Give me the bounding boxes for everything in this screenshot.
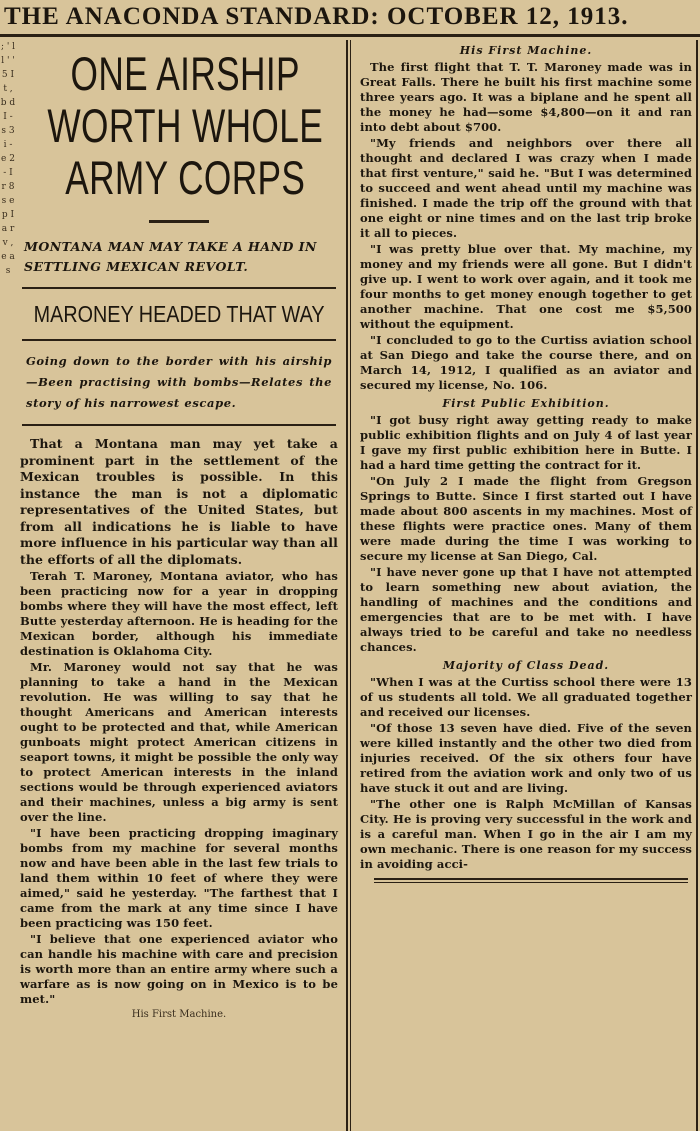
subhead-majority-dead: Majority of Class Dead. (442, 659, 610, 672)
column-divider (346, 40, 348, 1131)
paragraph: "On July 2 I made the flight from Gregson Springs to Butte. Since I first started out I have made about 800 ascents in my machines. Most of these flights were practice ones. Many of them were made during the time I was working to secure my license at San Diego, Cal. (360, 474, 692, 563)
deck-rule (22, 287, 336, 289)
deck-subtitle: MONTANA MAN MAY TAKE A HAND IN SETTLING MEXICAN REVOLT. (24, 239, 317, 274)
deck-rule-2 (22, 339, 336, 341)
right-column (358, 40, 694, 1131)
paragraph: Terah T. Maroney, Montana aviator, who has been practicing now for a year in dropping bombs where they will have the most effect, left Butte yesterday afternoon. He is heading for the Mexican border, although his immediate destination is Oklahoma City. (20, 569, 338, 658)
cut-line: His First Machine. (131, 1009, 227, 1020)
headline-rule (149, 220, 209, 223)
paragraph: "I have been practicing dropping imaginary bombs from my machine for several months now and have been able in the last few trials to land them within 10 feet of where they were aimed," said he yesterday. "The farthest that I came from the mark at any time since I have been practicing was 150 feet. (20, 826, 338, 930)
subhead-first-machine: His First Machine. (459, 44, 593, 57)
right-article-body-2 (358, 413, 694, 655)
paragraph: "I was pretty blue over that. My machine, my money and my friends were all gone. But I didn't give up. I went to work over again, and it took me four months to get money enough together to get another machine. That one cost me $5,500 without the equipment. (360, 242, 692, 331)
paragraph: Mr. Maroney would not say that he was planning to take a hand in the Mexican revolution. He was willing to say that he thought Americans and American interests ought to be protected and that, while American gunboats might protect American citizens in seaport towns, it might be possible the only way to protect American interests in the inland sections would be through experienced aviators and their machines, unless a big army is sent over the line. (20, 660, 338, 824)
masthead-rule (0, 34, 700, 37)
paragraph: "When I was at the Curtiss school there were 13 of us students all told. We all graduated together and received our licenses. (360, 675, 692, 719)
deck-rule-3 (22, 424, 336, 426)
bottom-rule-thin (374, 882, 688, 883)
paragraph: "The other one is Ralph McMillan of Kansas City. He is proving very successful in the work and is a careful man. When I go in the air I am my own mechanic. There is one reason for my success in avoiding acci- (360, 797, 692, 871)
right-article-body-3 (358, 675, 694, 872)
paragraph: "I got busy right away getting ready to make public exhibition flights and on July 4 of last year I gave my first public exhibition here in Butte. I had a hard time getting the contract for it. (360, 413, 692, 472)
paragraph: "My friends and neighbors over there all thought and declared I was crazy when I made that first venture," said he. "But I was determined to succeed and went ahead until my machine was finished. I made the trip off the ground with that one eight or nine times and on the last trip broke it all to pieces. (360, 136, 692, 240)
column-divider-inner (350, 40, 351, 1131)
secondary-headline: MARONEY HEADED THAT WAY (33, 301, 325, 327)
paragraph: That a Montana man may yet take a prominent part in the settlement of the Mexican troubles is possible. In this instance the man is not a diplomatic representatives of the United States, but from all indications he is liable to have more influence in his particular way than all the efforts of all the diplomats. (20, 436, 338, 567)
subhead-first-exhibition: First Public Exhibition. (442, 397, 610, 410)
left-article-body (18, 436, 340, 1007)
paragraph: "Of those 13 seven have died. Five of the seven were killed instantly and the other two died from injuries received. Of the six others four have retired from the aviation work and only two of us have stuck it out and are living. (360, 721, 692, 795)
paragraph: "I have never gone up that I have not attempted to learn something new about aviation, the handling of machines and the conditions and emergencies that are to be met with. I have always tried to be careful and take no needless chances. (360, 565, 692, 654)
main-headline: ONE AIRSHIP WORTH WHOLE ARMY CORPS (47, 47, 324, 204)
bottom-rule (374, 878, 688, 880)
paragraph: "I concluded to go to the Curtiss aviation school at San Diego and take the course there, and on March 14, 1912, I qualified as an aviator and secured my license, No. 106. (360, 333, 692, 392)
right-article-body-1 (358, 60, 694, 393)
paragraph: The first flight that T. T. Maroney made was in Great Falls. There he built his first machine some three years ago. It was a biplane and he spent all the money he had—some $4,800—on it and ran into debt about $700. (360, 60, 692, 134)
deck-summary: Going down to the border with his airship—Been practising with bombs—Relates the story of his narrowest escape. (26, 354, 332, 410)
masthead: THE ANACONDA STANDARD: OCTOBER 12, 1913. (4, 3, 629, 30)
paragraph: "I believe that one experienced aviator who can handle his machine with care and precision is worth more than an entire army where such a warfare as is now going on in Mexico is to be met." (20, 932, 338, 1006)
left-margin-fragments: ; ' l l ' ' 5 I t , b d I - s 3 i - e 2 - I r 8 s e p I a r v , e a s (0, 42, 16, 276)
left-column (18, 40, 340, 1131)
page-edge-rule (696, 40, 698, 1131)
